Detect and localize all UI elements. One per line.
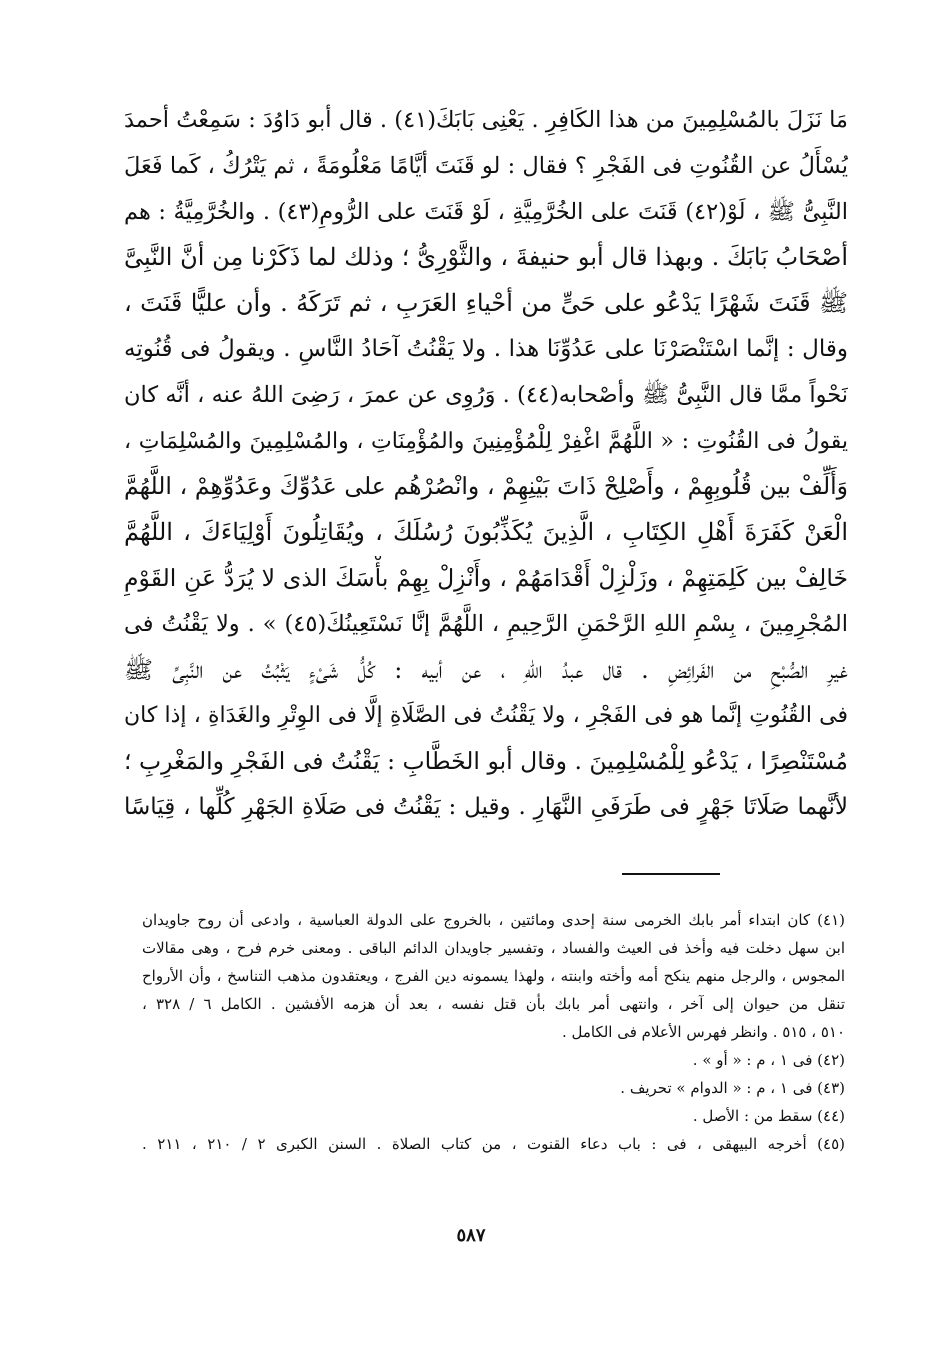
footnote-line: ٥١٠ ، ٥١٥ . وانظر فهرس الأعلام فى الكامل . xyxy=(561,1023,845,1041)
page-number: ٥٨٧ xyxy=(456,1225,486,1246)
main-text-line: أصْحَابُ بَابَكَ . وبهذا قال أبو حنيفةَ ، والثَّوْرِىُّ ؛ وذلك لما ذَكَرْنا مِن أنَّ النَّبِىَّ xyxy=(124,243,848,272)
main-text-line: يُسْأَلُ عن القُنُوتِ فى الفَجْرِ ؟ فقال : لو قَنَتَ أيَّامًا مَعْلُومَةً ، ثم يَتْرُكُ ، كَما فَعَلَ xyxy=(124,152,848,179)
main-text xyxy=(124,98,848,831)
footnote-separator xyxy=(622,873,720,875)
main-text-line: يقولُ فى القُنُوتِ : « اللَّهُمَّ اغْفِرْ لِلْمُؤْمِنِينَ والمُؤْمِنَاتِ ، والمُسْلِمِينَ والمُسْلِمَاتِ ، xyxy=(124,428,848,454)
footnote-line: (٤٥) أخرجه البيهقى ، فى : باب دعاء القنوت ، من كتاب الصلاة . السنن الكبرى ٢ / ٢١٠ ، ٢١١ . xyxy=(142,1135,845,1153)
footnote-line: (٤٢) فى ١ ، م : « أو » . xyxy=(692,1051,845,1069)
footnote-line: (٤٣) فى ١ ، م : « الدوام » تحريف . xyxy=(620,1079,845,1097)
footnote-line: (٤٤) سقط من : الأصل . xyxy=(692,1107,845,1125)
footnote-line: ابن سهل دخلت فيه وأخذ فى العيث والفساد ، وتفسير جاويدان الدائم الباقى . ومعنى خرم فرح ، وهى مقالات xyxy=(142,939,845,957)
main-text-line: النَّبِىُّ ﷺ ، لَوْ(٤٢) قَنَتَ على الخُرَّمِيَّةِ ، لَوْ قَنَتَ على الرُّومِ(٤٣) . والخُرَّمِيَّةُ : هم xyxy=(124,198,848,225)
main-text-line: فى القُنُوتِ إنَّما هو فى الفَجْرِ ، ولا يَقْنُتُ فى الصَّلَاةِ إلَّا فى الوِتْرِ والغَدَاةِ ، إذا كان xyxy=(124,703,848,729)
main-text-line: خَالِفْ بين كَلِمَتِهِمْ ، وزَلْزِلْ أَقْدَامَهُمْ ، وأَنْزِلْ بِهِمْ بأْسَكَ الذى لا يُرَدُّ عَنِ القَوْمِ xyxy=(124,563,848,592)
footnote-line: المجوس ، والرجل منهم ينكح أمه وأخته وابنته ، ولهذا يسمونه دين الفرج ، ويعتقدون مذهب التناسخ ، وأن الأرواح xyxy=(142,967,845,985)
main-text-line: نَحْواً ممَّا قال النَّبِىُّ ﷺ وأصْحابه(٤٤) . وَرُوِى عن عمرَ ، رَضِىَ اللهُ عنه ، أنَّه كان xyxy=(124,381,848,408)
main-text-line: مَا نَزَلَ بالمُسْلِمِينَ من هذا الكَافِرِ . يَعْنِى بَابَكَ(٤١) . قال أبو دَاوُدَ : سَمِعْتُ أحمدَ xyxy=(124,107,848,133)
main-text-line: غيرِ الصُّبْحِ من الفَرائِضِ . قال عبدُ اللهِ ، عن أبيه : كُلُّ شَىْءٍ يَثْبُتُ عن النَّبِىِّ ﷺ xyxy=(124,655,848,684)
main-text-line: لأنَّهما صَلَاتَا جَهْرٍ فى طَرَفَىِ النَّهَارِ . وقيل : يَقْنُتُ فى صَلَاةِ الجَهْرِ كُلِّها ، قِيَاسًا xyxy=(124,793,848,820)
main-text-line: وَأَلِّفْ بين قُلُوبِهِمْ ، وأَصْلِحْ ذَاتَ بَيْنِهِمْ ، وانْصُرْهُم على عَدُوِّكَ وعَدُوِّهِمْ ، اللَّهُمَّ xyxy=(124,472,848,501)
main-text-line: مُسْتَنْصِرًا ، يَدْعُو لِلْمُسْلِمِينَ . وقال أبو الخَطَّابِ : يَقْنُتُ فى الفَجْرِ والمَغْرِبِ ؛ xyxy=(124,747,848,776)
main-text-line: وقال : إنَّما اسْتَنْصَرْنَا على عَدُوِّنَا هذا . ولا يَقْنُتُ آحَادُ النَّاسِ . ويقولُ فى قُنُوتِه xyxy=(124,335,848,362)
footnote-line: (٤١) كان ابتداء أمر بابك الخرمى سنة إحدى ومائتين ، بالخروج على الدولة العباسية ، وادعى أن روح جاويدان xyxy=(142,911,845,929)
main-text-line: الْعَنْ كَفَرَةَ أَهْلِ الكِتَابِ ، الَّذِينَ يُكَذِّبُونَ رُسُلَكَ ، ويُقَاتِلُونَ أَوْلِيَاءَكَ ، اللَّهُمَّ xyxy=(124,518,848,547)
footnotes xyxy=(142,906,845,1158)
main-text-line: المُجْرِمِينَ ، بِسْمِ اللهِ الرَّحْمَنِ الرَّحِيمِ ، اللَّهُمَّ إنَّا نَسْتَعِينُكَ(٤٥) » . ولا يَقْنُتُ فى xyxy=(124,610,848,637)
footnote-line: تنقل من حيوان إلى آخر ، وانتهى أمر بابك بأن قتل نفسه ، بعد أن هزمه الأفشين . الكامل ٦ / ٣٢٨ ، xyxy=(142,995,845,1013)
main-text-line: ﷺ قَنَتَ شَهْرًا يَدْعُو على حَىٍّ من أحْياءِ العَرَبِ ، ثم تَرَكَهُ . وأن عليًّا قَنَتَ ، xyxy=(124,289,848,318)
